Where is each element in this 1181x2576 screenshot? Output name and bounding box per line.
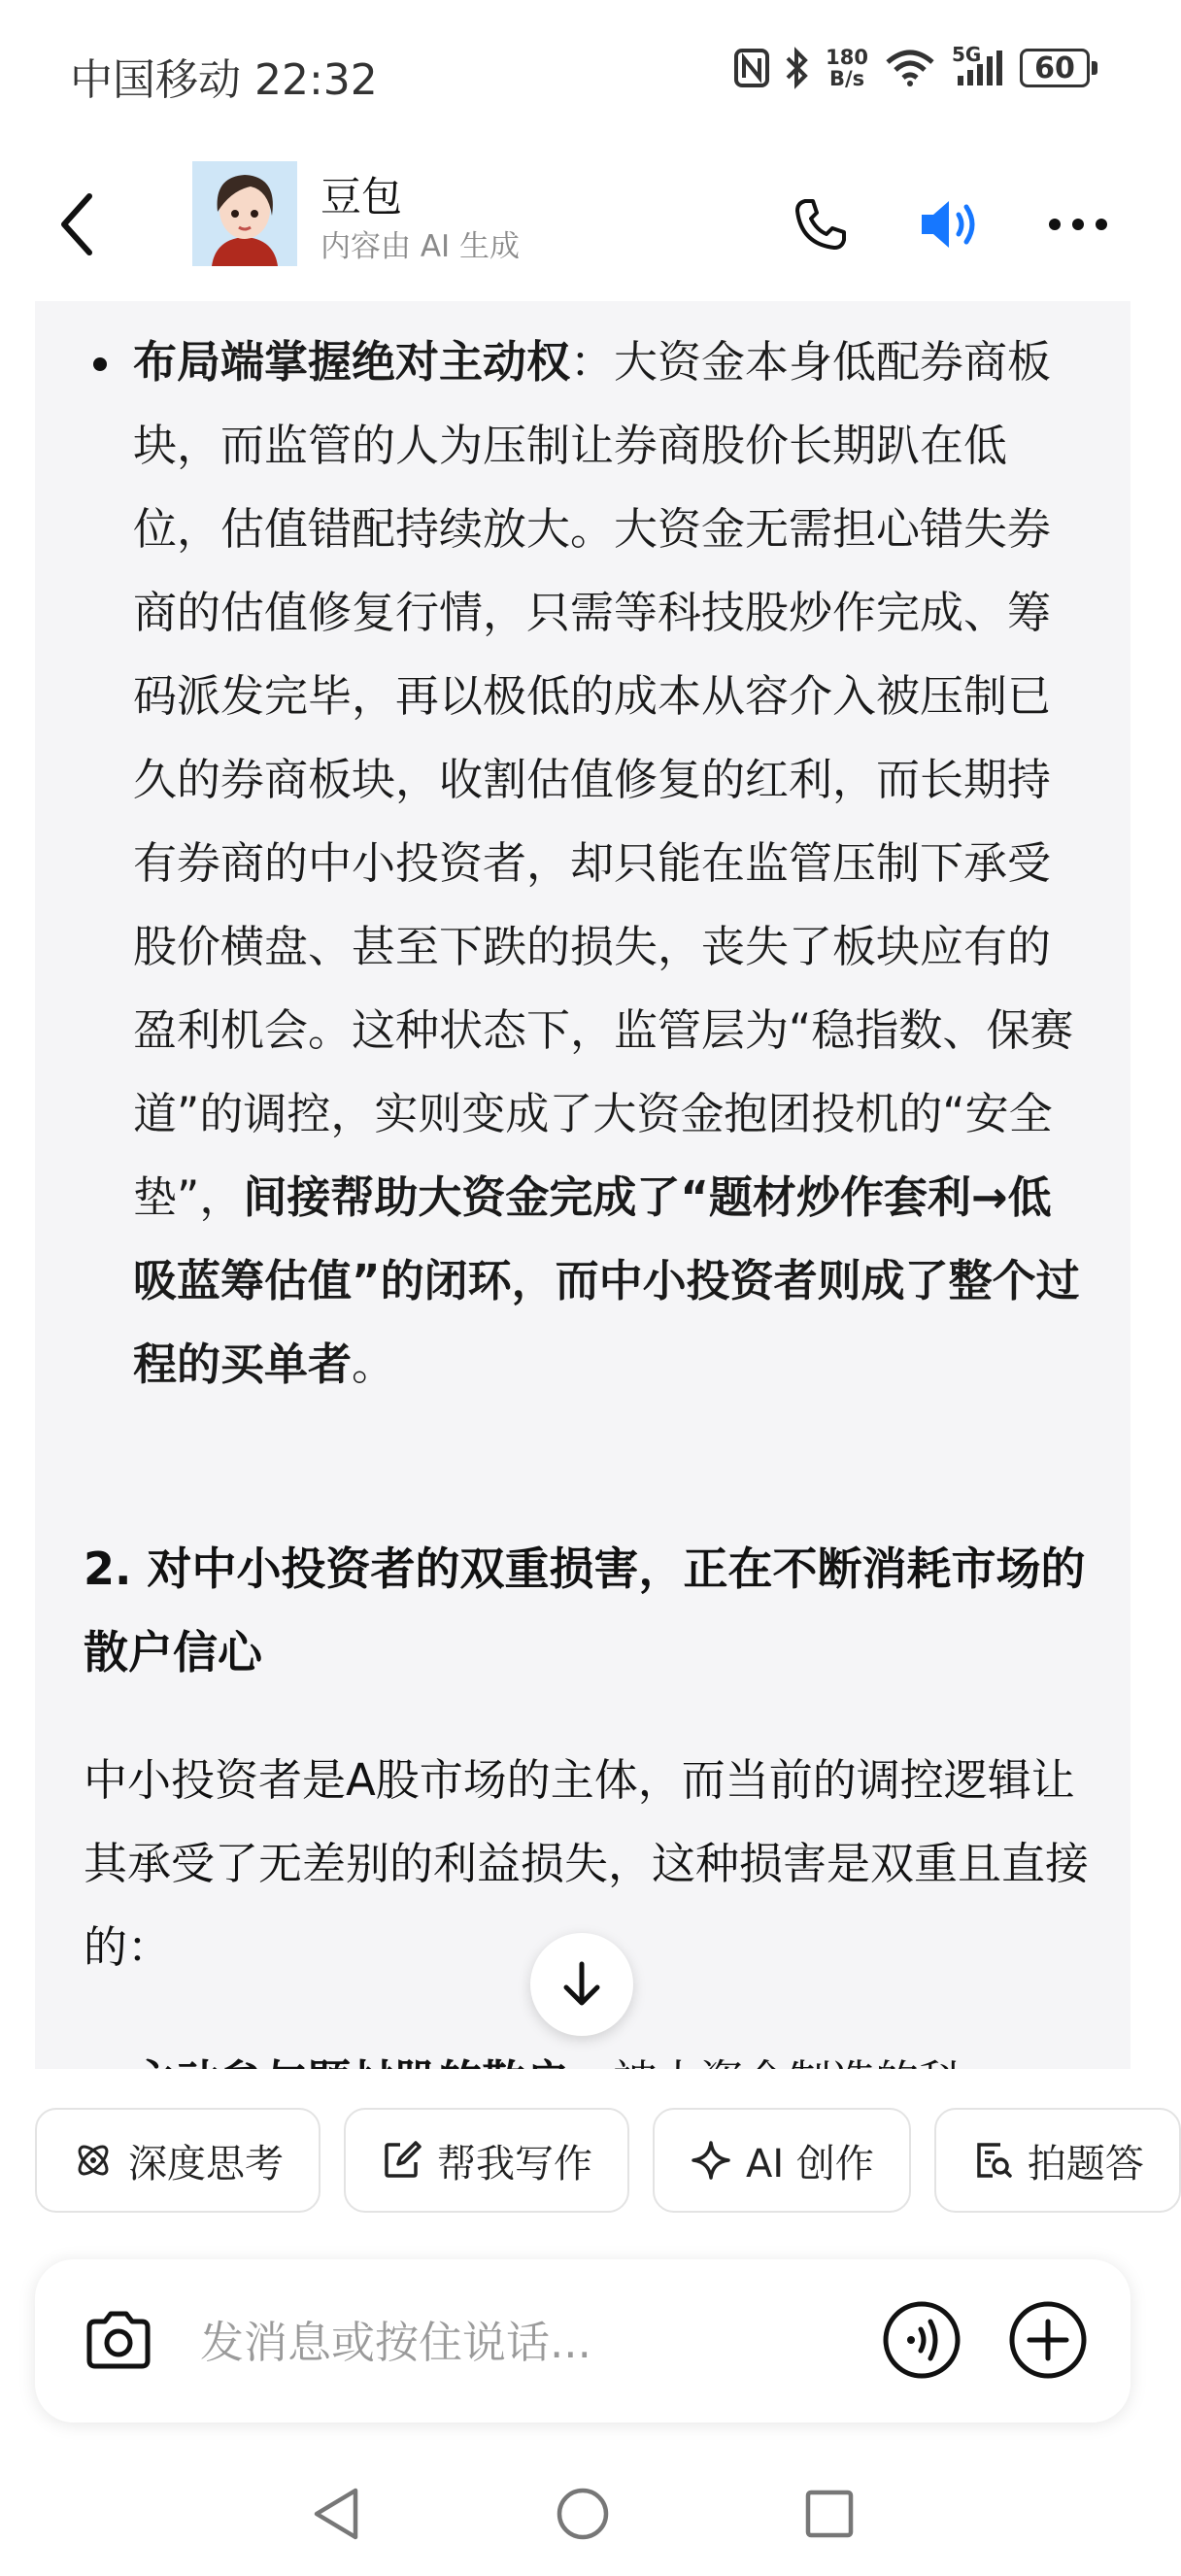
edit-icon xyxy=(381,2139,423,2182)
arrow-down-icon xyxy=(560,1960,603,2009)
voice-wave-icon xyxy=(882,2300,962,2380)
message-bubble xyxy=(35,301,1130,2069)
section-heading: 2. 对中小投资者的双重损害，正在不断消耗市场的散户信心 xyxy=(84,1542,1086,1678)
plus-icon xyxy=(1008,2300,1088,2380)
chip-deep-think[interactable] xyxy=(35,2108,321,2213)
chip-photo-answer[interactable] xyxy=(934,2108,1181,2213)
bot-subtitle: 内容由 AI 生成 xyxy=(321,229,521,264)
read-aloud-button[interactable] xyxy=(911,181,989,268)
voice-call-button[interactable] xyxy=(882,2300,962,2380)
bullet-paragraph xyxy=(133,321,1091,1407)
quick-actions xyxy=(35,2108,1181,2213)
nav-back-button[interactable] xyxy=(297,2475,375,2553)
signal-icon xyxy=(952,43,1004,87)
status-bar xyxy=(0,0,1165,146)
call-button[interactable] xyxy=(782,181,860,268)
bullet-bold-title: 布局端掌握绝对主动权 xyxy=(133,336,571,388)
avatar[interactable] xyxy=(192,161,297,266)
chip-label: 帮我写作 xyxy=(437,2141,592,2186)
bullet-dot xyxy=(93,357,107,371)
more-options-button[interactable] xyxy=(1008,2300,1088,2380)
speaker-icon xyxy=(916,195,984,254)
wifi-icon xyxy=(884,49,936,87)
nav-back-icon xyxy=(307,2485,365,2543)
nav-home-icon xyxy=(554,2485,612,2543)
back-button[interactable] xyxy=(47,181,105,268)
battery-icon xyxy=(1020,49,1097,87)
net-speed-unit: B/s xyxy=(828,67,865,90)
carrier-time: 中国移动 22:32 xyxy=(70,55,378,105)
nav-recent-icon xyxy=(800,2485,859,2543)
camera-icon xyxy=(84,2310,153,2372)
chip-label: 深度思考 xyxy=(128,2141,284,2186)
battery-level: 60 xyxy=(1020,49,1090,87)
bot-name: 豆包 xyxy=(321,173,403,220)
chip-writing[interactable] xyxy=(344,2108,629,2213)
more-icon xyxy=(1046,215,1110,234)
section-paragraph: 中小投资者是A股市场的主体，而当前的调控逻辑让其承受了无差别的利益损失，这种损害是双重且直接的： xyxy=(84,1754,1090,1973)
status-icons xyxy=(734,43,1097,90)
net-speed-value: 180 xyxy=(826,46,868,69)
message-composer xyxy=(35,2259,1130,2423)
camera-button[interactable] xyxy=(80,2302,157,2380)
bullet-body: ：大资金本身低配券商板块，而监管的人为压制让券商股价长期趴在低位，估值错配持续放大。大资金无需担心错失券商的估值修复行情，只需等科技股炒作完成、筹码派发完毕，再以极低的成本从容介入被压制已久的券商板块，收割估值修复的红利，而长期持有券商的中小投资者，却只能在监管压制下承受股价横盘、甚至下跌的损失，丧失了板块应有的盈利机会。这种状态下，监管层为“稳指数、保赛道”的调控，实则变成了大资金抱团投机的“安全垫”， xyxy=(133,336,1074,1223)
scroll-to-bottom-button[interactable] xyxy=(530,1933,633,2036)
nav-recent-button[interactable] xyxy=(791,2475,868,2553)
message-input[interactable] xyxy=(198,2302,862,2382)
atom-icon xyxy=(72,2139,115,2182)
signal-label: 5G xyxy=(952,43,982,66)
back-arrow-icon xyxy=(56,190,95,258)
bullet-end: 。 xyxy=(352,1339,396,1390)
chip-ai-create[interactable] xyxy=(653,2108,911,2213)
more-button[interactable] xyxy=(1039,181,1117,268)
phone-icon xyxy=(792,195,850,254)
chip-label: 拍题答 xyxy=(1027,2141,1144,2186)
net-speed xyxy=(826,47,868,89)
system-nav-bar xyxy=(0,2448,1165,2576)
bullet-bold-conclusion: 间接帮助大资金完成了“题材炒作套利→低吸蓝筹估值”的闭环，而中小投资者则成了整个过程的买单者 xyxy=(133,1171,1080,1390)
sparkle-icon xyxy=(690,2139,732,2182)
bluetooth-icon xyxy=(785,48,810,88)
chip-label: AI 创作 xyxy=(746,2141,874,2186)
nfc-icon xyxy=(734,49,769,87)
chat-header xyxy=(0,146,1165,301)
nav-home-button[interactable] xyxy=(544,2475,622,2553)
search-doc-icon xyxy=(971,2139,1014,2182)
